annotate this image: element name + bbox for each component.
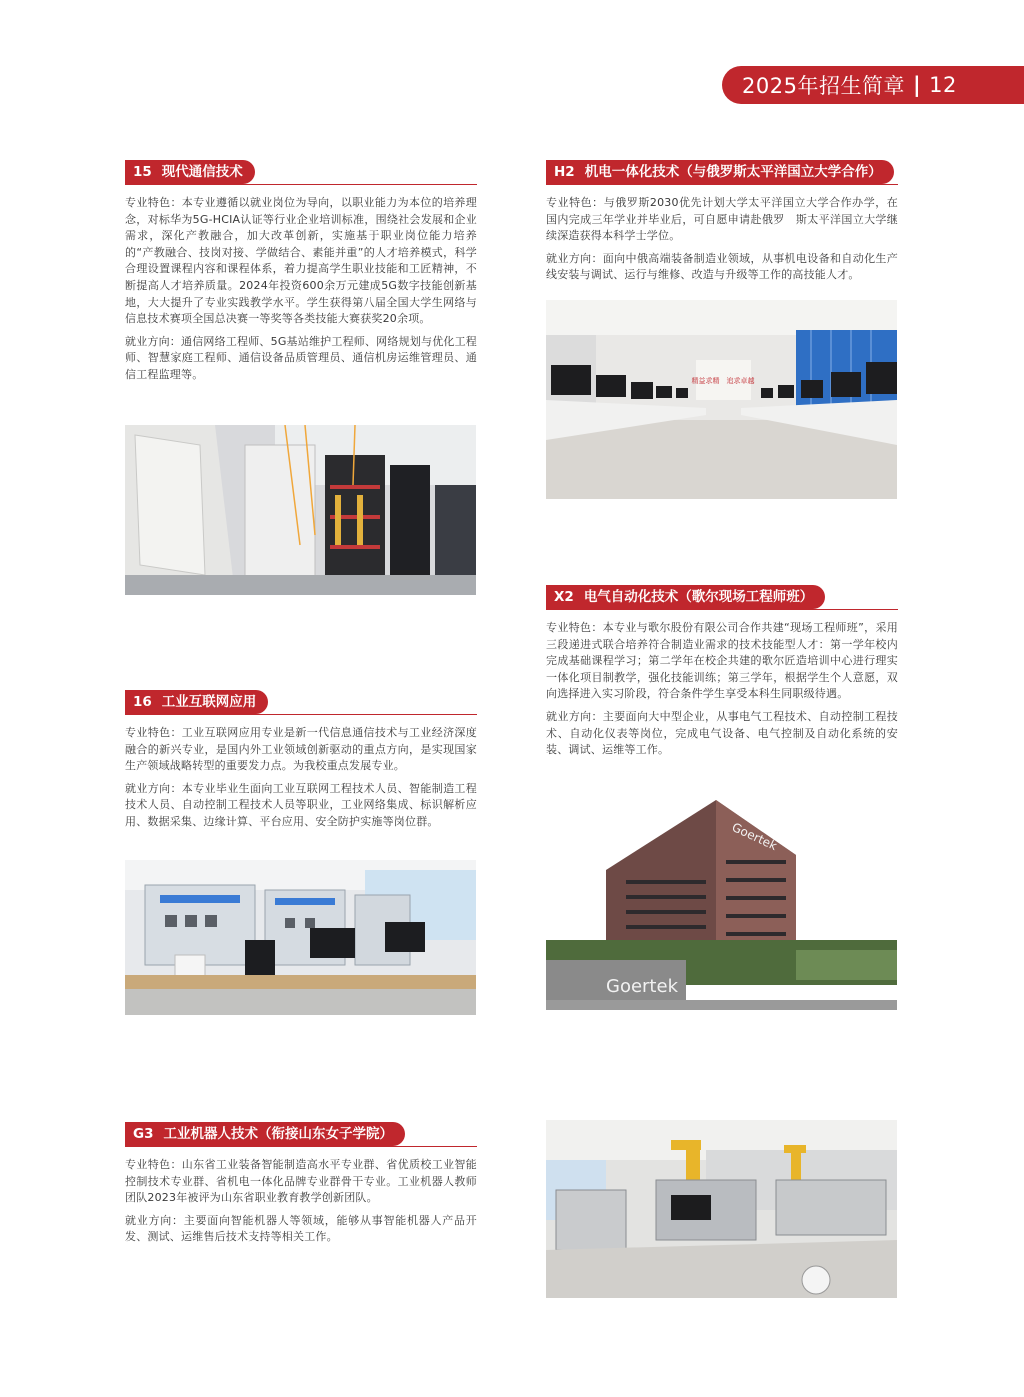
section-h2 <box>546 160 898 284</box>
section-tag <box>125 690 268 714</box>
section-title: 现代通信技术 <box>161 164 243 180</box>
section-code: 15 <box>133 164 152 180</box>
section-16 <box>125 690 477 831</box>
features-text: 专业特色：与俄罗斯2030优先计划大学太平洋国立大学合作办学，在国内完成三年学业并毕业后，可自愿申请赴俄罗 斯太平洋国立大学继续深造获得本科学士学位。 <box>546 196 898 243</box>
careers-text: 就业方向：本专业毕业生面向工业互联网工程技术人员、智能制造工程技术人员、自动控制工程技术人员等职业，工业网络集成、标识解析应用、数据采集、边缘计算、平台应用、安全防护实施等岗位群。 <box>125 781 477 828</box>
features-text: 专业特色：山东省工业装备智能制造高水平专业群、省优质校工业智能控制技术专业群、省机电一体化品牌专业群骨干专业。工业机器人教师团队2023年被评为山东省职业教育教学创新团队。 <box>125 1158 477 1205</box>
brochure-title: 2025年招生简章 <box>742 74 905 98</box>
page-number: 12 <box>929 73 957 97</box>
section-code: 16 <box>133 694 152 710</box>
careers-text: 就业方向：主要面向智能机器人等领域，能够从事智能机器人产品开发、测试、运维售后技术支持等相关工作。 <box>125 1213 477 1244</box>
photo-industrial-robot-lab <box>546 1120 897 1298</box>
photo-5g-equipment-room <box>125 425 476 595</box>
careers-text: 就业方向：面向中俄高端装备制造业领域，从事机电设备和自动化生产线安装与调试、运行与维修、改造与升级等工作的高技能人才。 <box>546 251 898 282</box>
section-title-bar <box>546 160 898 185</box>
photo-computer-lab <box>546 300 897 499</box>
lab-wall-banner: 精益求精 追求卓越 <box>691 377 755 385</box>
features-text: 专业特色：本专业与歌尔股份有限公司合作共建“现场工程师班”，采用三段递进式联合培养符合制造业需求的技术技能型人才：第一学年校内完成基础课程学习；第二学年在校企共建的歌尔匠造培训中心进行理实一体化项目制教学，强化技能训练；第三学年，根据学生个人意愿，双向选择进入实习阶段，符合条件学生享受本科生同职级待遇。 <box>546 621 898 701</box>
section-tag <box>125 160 255 184</box>
photo-goertek-building <box>546 800 897 1010</box>
section-g3 <box>125 1122 477 1246</box>
section-15 <box>125 160 477 384</box>
section-title: 机电一体化技术（与俄罗斯太平洋国立大学合作） <box>584 164 882 180</box>
section-x2 <box>546 585 898 759</box>
section-code: H2 <box>554 164 575 180</box>
features-text: 专业特色：工业互联网应用专业是新一代信息通信技术与工业经济深度融合的新兴专业，是国内外工业领域创新驱动的重点方向，是实现国家生产领域战略转型的重要发力点。为我校重点发展专业。 <box>125 726 477 773</box>
section-code: X2 <box>554 589 574 605</box>
features-text: 专业特色：本专业遵循以就业岗位为导向，以职业能力为本位的培养理念，对标华为5G-HCIA认证等行业企业培训标准，围绕社会发展和企业需求，深化产教融合，加大改革创新，实施基于职业岗位能力培养的“产教融合、技岗对接、学做结合、素能并重”的人才培养模式，科学合理设置课程内容和课程体系，着力提高学生职业技能和工匠精神，不断提高人才培养质量。2024年投资600余万元建成5G数字技能创新基地，大大提升了专业实践教学水平。学生获得第八届全国大学生网络与信息技术赛项全国总决赛一等奖等各类技能大赛获奖20余项。 <box>125 196 477 326</box>
section-code: G3 <box>133 1126 154 1142</box>
section-tag <box>546 160 894 184</box>
section-title: 工业机器人技术（衔接山东女子学院） <box>163 1126 393 1142</box>
section-title-bar <box>125 160 477 185</box>
section-title-bar <box>125 690 477 715</box>
goertek-sign: Goertek <box>606 976 678 997</box>
careers-text: 就业方向：主要面向大中型企业，从事电气工程技术、自动控制工程技术、自动化仪表等岗位，完成电气设备、电气控制及自动化系统的安装、调试、运维等工作。 <box>546 709 898 757</box>
header-banner <box>722 66 1024 104</box>
careers-text: 就业方向：通信网络工程师、5G基站维护工程师、网络规划与优化工程师、智慧家庭工程师、通信设备品质管理员、通信机房运维管理员、通信工程监理等。 <box>125 334 477 381</box>
section-tag <box>125 1122 405 1146</box>
section-title: 电气自动化技术（歌尔现场工程师班） <box>583 589 814 605</box>
photo-industrial-internet-lab <box>125 860 476 1015</box>
section-title-bar <box>546 585 898 610</box>
section-tag <box>546 585 825 609</box>
header-separator: | <box>912 73 922 97</box>
section-title: 工业互联网应用 <box>161 694 257 710</box>
section-title-bar <box>125 1122 477 1147</box>
svg-text:Goertek: Goertek <box>729 820 780 854</box>
